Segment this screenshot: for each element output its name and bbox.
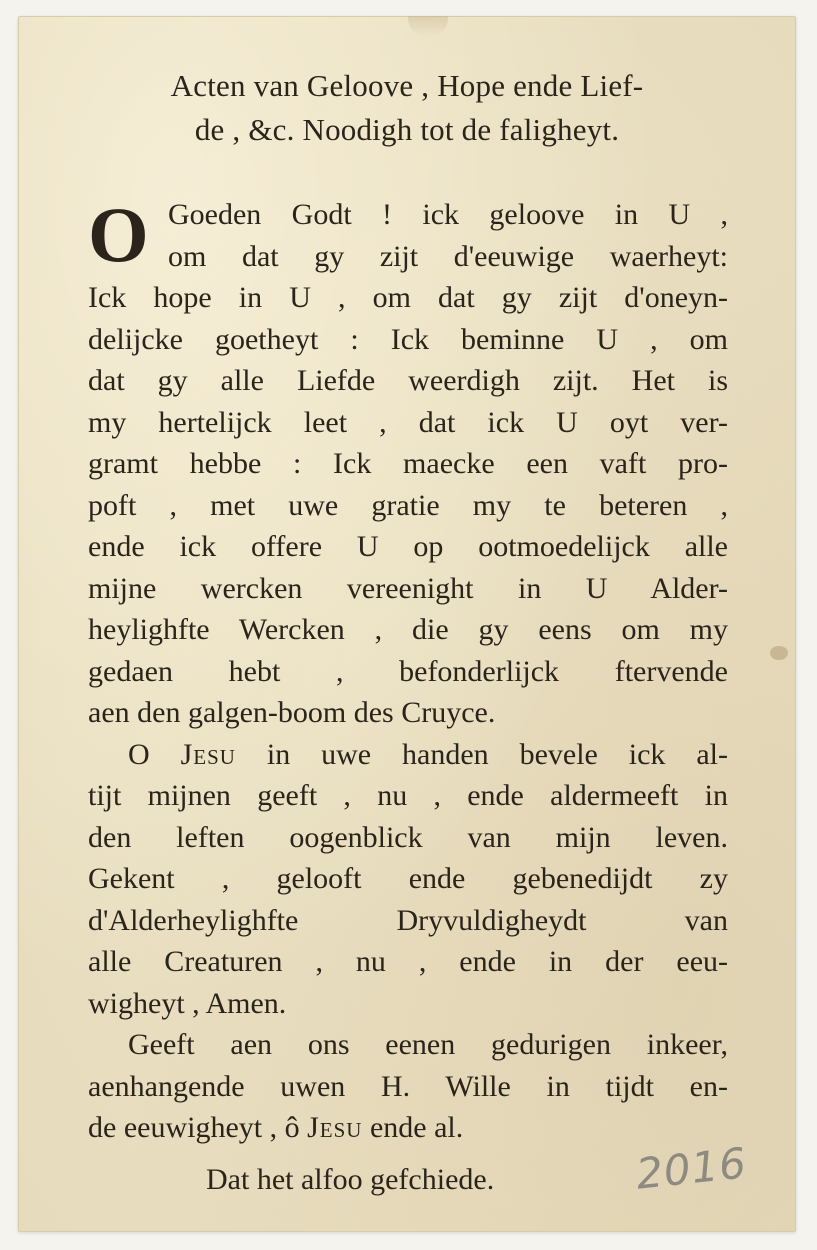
prayer-text (88, 191, 728, 1149)
text-line: gramt hebbe : Ick maecke een vaft pro- (88, 447, 728, 480)
text-line: alle Creaturen , nu , ende in der eeu- (88, 945, 728, 978)
text-line: Geeft aen ons eenen gedurigen inkeer, (128, 1028, 728, 1061)
paper-tear (408, 16, 448, 38)
text-line (88, 734, 728, 776)
line-start: de eeuwigheyt , ô (88, 1111, 300, 1144)
heading-line: de , &c. Noodigh tot de faligheyt. (194, 112, 620, 147)
text-line: poft , met uwe gratie my te beteren , (88, 488, 728, 522)
paragraph-3 (88, 1024, 728, 1149)
pencil-inventory-number: 2016 (633, 1138, 750, 1199)
text-line: aenhangende uwen H. Wille in tijdt en- (88, 1069, 728, 1103)
closing-line: Dat het alfoo gefchiede. (206, 1163, 495, 1196)
first-word: O (128, 737, 150, 771)
paragraph-1 (88, 191, 728, 734)
text-line: Gekent , gelooft ende gebenedijdt zy (88, 862, 728, 895)
text-line: dat gy alle Liefde weerdigh zijt. Het is (88, 364, 728, 397)
text-line: delijcke goetheyt : Ick beminne U , om (88, 322, 728, 356)
drop-cap: O (88, 191, 149, 278)
text-line: aen den galgen-boom des Cruyce. (88, 696, 496, 729)
text-line: om dat gy zijt d'eeuwige waerheyt: (168, 239, 728, 273)
line-end: ende al. (369, 1111, 464, 1144)
text-line: Ick hope in U , om dat gy zijt d'oneyn- (88, 281, 728, 314)
heading-line: Acten van Geloove , Hope ende Lief- (170, 68, 644, 103)
text-line: heylighfte Wercken , die gy eens om my (88, 613, 728, 646)
holy-name: Jesu (180, 737, 236, 771)
text-line: Goeden Godt ! ick geloove in U , (168, 198, 728, 231)
line-rest: in uwe handen bevele ick al- (266, 737, 728, 771)
text-line: mijne wercken vereenight in U Alder- (88, 571, 728, 605)
text-line (88, 1107, 728, 1149)
holy-name: Jesu (307, 1111, 363, 1144)
text-line: den leften oogenblick van mijn leven. (88, 820, 728, 854)
text-line: tijt mijnen geeft , nu , ende aldermeeft in (88, 779, 728, 812)
document-heading (18, 64, 796, 152)
document-page (18, 16, 796, 1232)
text-line: wigheyt , Amen. (88, 986, 287, 1020)
text-line: d'Alderheylighfte Dryvuldigheydt van (88, 903, 728, 937)
paragraph-2 (88, 734, 728, 1025)
text-line: gedaen hebt , befonderlijck ftervende (88, 654, 728, 688)
text-line: my hertelijck leet , dat ick U oyt ver- (88, 405, 728, 439)
paper-stain (770, 646, 788, 660)
text-line: ende ick offere U op ootmoedelijck alle (88, 530, 728, 563)
